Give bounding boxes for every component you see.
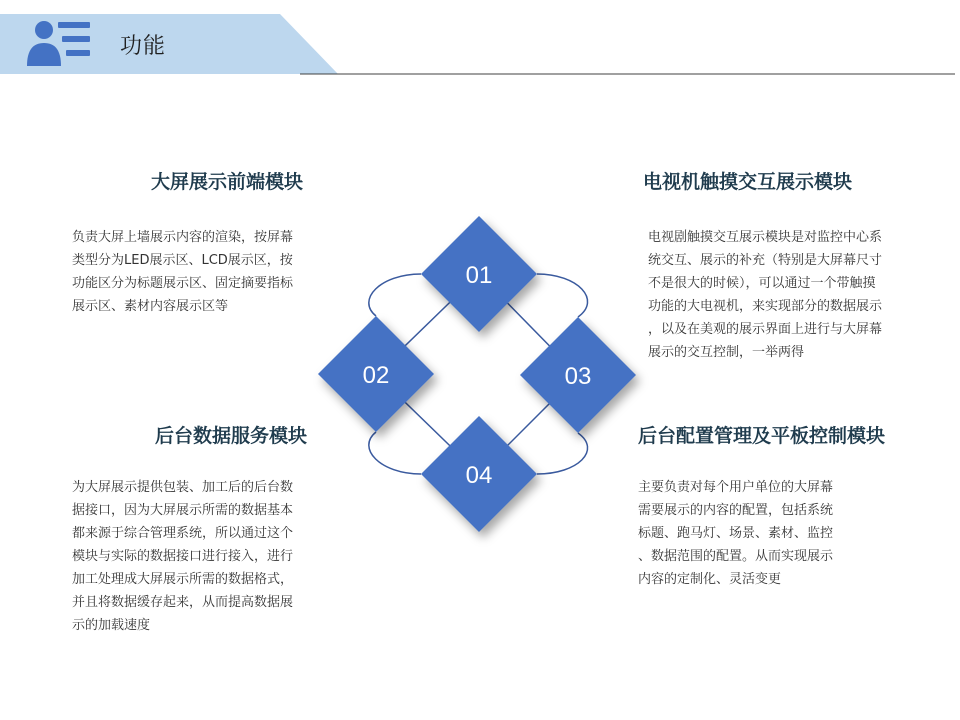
section-title-config-tablet: 后台配置管理及平板控制模块 [638,425,886,447]
section-line: 不是很大的时候），可以通过一个带触摸 [648,276,876,291]
four-node-diagram [300,200,660,560]
section-line: 内容的定制化、灵活变更 [638,572,782,587]
section-line: 展示的交互控制，一举两得 [648,345,805,360]
section-line: 标题、跑马灯、场景、素材、监控 [638,526,834,541]
section-line: 需要展示的内容的配置，包括系统 [638,503,834,518]
section-line: 主要负责对每个用户单位的大屏幕 [638,480,834,495]
section-body-tv-touch [648,226,923,364]
diagram-node-label: 01 [465,262,493,289]
section-line: 模块与实际的数据接口进行接入，进行 [72,549,294,564]
section-title-tv-touch: 电视机触摸交互展示模块 [643,171,853,193]
section-line: 负责大屏上墙展示内容的渲染，按屏幕 [72,230,294,245]
section-line: 为大屏展示提供包装、加工后的后台数 [72,480,294,495]
outer-connector-curve [369,432,421,474]
section-line: 据接口，因为大屏展示所需的数据基本 [72,503,294,518]
node-layer [318,216,636,532]
section-line: 功能区分为标题展示区、固定摘要指标 [72,276,294,291]
section-body-frontend [72,226,330,318]
section-line: 类型分为LED展示区、LCD展示区，按 [72,253,293,268]
diagram-node-label: 02 [362,362,390,389]
diagram-node-02 [318,316,434,432]
section-line: 示的加载速度 [72,618,151,633]
outer-connector-curve [537,274,588,317]
section-line: 、数据范围的配置。从而实现展示 [638,549,834,564]
section-line: 功能的大电视机，来实现部分的数据展示 [648,299,883,314]
section-line: 加工处理成大屏展示所需的数据格式， [72,572,294,587]
section-body-config-tablet [638,476,870,591]
section-line: 展示区、素材内容展示区等 [72,299,229,314]
section-title-backend-service: 后台数据服务模块 [155,425,308,447]
outer-connector-curve [537,433,588,474]
page-title: 功能 [120,34,167,59]
section-line: 都来源于综合管理系统，所以通过这个 [72,526,294,541]
section-line: ，以及在美观的展示界面上进行与大屏幕 [648,322,883,337]
diagram-node-label: 04 [465,462,493,489]
section-line: 统交互、展示的补充（特别是大屏幕尺寸 [648,253,883,268]
section-line: 并且将数据缓存起来，从而提高数据展 [72,595,294,610]
section-title-frontend: 大屏展示前端模块 [151,171,304,193]
diagram-node-label: 03 [564,363,592,390]
outer-connector-curve [369,274,421,316]
section-body-backend-service [72,476,330,637]
section-line: 电视剧触摸交互展示模块是对监控中心系 [648,230,883,245]
